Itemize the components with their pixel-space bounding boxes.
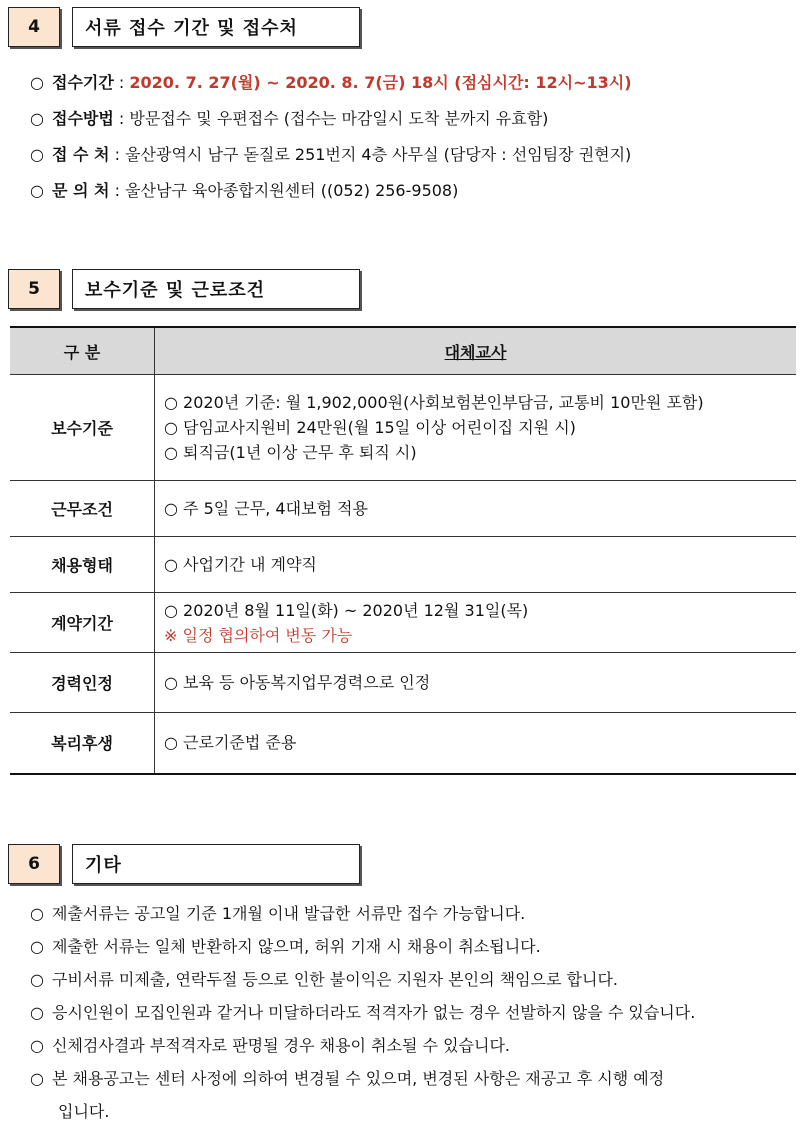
list-item	[30, 996, 695, 1029]
row-line: ○ 2020년 8월 11일(화) ~ 2020년 12월 31일(목)	[164, 600, 529, 620]
list-item	[30, 1062, 695, 1095]
row-line: ○ 2020년 기준: 월 1,902,000원(사회보험본인부담금, 교통비 10만원 포함)	[164, 393, 704, 412]
row-content	[155, 713, 797, 774]
bullet-circle-icon: ○	[30, 109, 44, 128]
table-row	[10, 713, 796, 774]
bullet-circle-icon: ○	[30, 937, 44, 956]
row-content	[155, 537, 797, 593]
info-value: 2020. 7. 27(월) ~ 2020. 8. 7(금) 18시 (점심시간: 12시~13시)	[129, 73, 632, 92]
section-number: 5	[8, 269, 60, 309]
row-line: ○ 퇴직금(1년 이상 근무 후 퇴직 시)	[164, 443, 417, 462]
list-item	[30, 1029, 695, 1062]
table-row	[10, 481, 796, 537]
table-row	[10, 593, 796, 653]
table-header-position	[155, 327, 797, 375]
info-label: 접 수 처	[52, 145, 110, 164]
list-item	[30, 930, 695, 963]
bullet-circle-icon: ○	[30, 1036, 44, 1055]
row-line: ○ 담임교사지원비 24만원(월 15일 이상 어린이집 지원 시)	[164, 418, 576, 437]
row-line: ○ 주 5일 근무, 4대보험 적용	[164, 499, 368, 518]
info-value: 방문접수 및 우편접수 (접수는 마감일시 도착 분까지 유효함)	[129, 109, 549, 128]
row-note: ※ 일정 협의하여 변동 가능	[164, 625, 353, 645]
row-label: 근무조건	[10, 481, 155, 537]
bullet-circle-icon: ○	[30, 970, 44, 989]
note-text: 제출한 서류는 일체 반환하지 않으며, 허위 기재 시 채용이 취소됩니다.	[52, 937, 541, 956]
section-number: 4	[8, 7, 60, 47]
info-line-contact	[30, 178, 458, 201]
section-title: 기타	[72, 844, 360, 884]
note-text: 구비서류 미제출, 연락두절 등으로 인한 불이익은 지원자 본인의 책임으로 합니다.	[52, 970, 618, 989]
row-line: ○ 보육 등 아동복지업무경력으로 인정	[164, 673, 431, 692]
other-notes-list	[30, 897, 695, 1128]
row-line: ○ 근로기준법 준용	[164, 733, 297, 753]
table-header-position-label: 대체교사	[444, 342, 507, 362]
info-sep: :	[109, 145, 126, 164]
row-line: ○ 사업기간 내 계약직	[164, 555, 317, 574]
row-label: 경력인정	[10, 653, 155, 713]
table-header-category: 구 분	[10, 327, 155, 375]
info-sep: :	[109, 181, 126, 200]
info-sep: :	[113, 73, 130, 92]
note-text: 응시인원이 모집인원과 같거나 미달하더라도 적격자가 없는 경우 선발하지 않을 수 있습니다.	[52, 1003, 696, 1022]
row-label: 계약기간	[10, 593, 155, 653]
list-item-continuation: 입니다.	[58, 1102, 110, 1121]
row-label: 보수기준	[10, 375, 155, 481]
info-value: 울산광역시 남구 돋질로 251번지 4층 사무실 (담당자 : 선임팀장 권현지)	[125, 145, 632, 164]
row-label: 복리후생	[10, 713, 155, 774]
note-text: 제출서류는 공고일 기준 1개월 이내 발급한 서류만 접수 가능합니다.	[52, 904, 526, 923]
bullet-circle-icon: ○	[30, 904, 44, 923]
bullet-circle-icon: ○	[30, 73, 44, 92]
info-label: 문 의 처	[52, 181, 110, 200]
info-line-place	[30, 142, 631, 165]
row-content	[155, 375, 797, 481]
table-row	[10, 653, 796, 713]
conditions-table	[10, 326, 796, 775]
table-header-row	[10, 327, 796, 375]
section-title: 서류 접수 기간 및 접수처	[72, 7, 360, 47]
row-label: 채용형태	[10, 537, 155, 593]
bullet-circle-icon: ○	[30, 145, 44, 164]
info-label: 접수방법	[52, 109, 114, 128]
table-row	[10, 537, 796, 593]
bullet-circle-icon: ○	[30, 1069, 44, 1088]
section-title: 보수기준 및 근로조건	[72, 269, 360, 309]
note-text: 본 채용공고는 센터 사정에 의하여 변경될 수 있으며, 변경된 사항은 재공고 후 시행 예정	[52, 1069, 665, 1088]
info-label: 접수기간	[52, 73, 114, 92]
bullet-circle-icon: ○	[30, 1003, 44, 1022]
info-line-method	[30, 106, 548, 129]
row-content	[155, 481, 797, 537]
row-content	[155, 653, 797, 713]
section-number: 6	[8, 844, 60, 884]
info-sep: :	[113, 109, 130, 128]
table-row	[10, 375, 796, 481]
list-item	[30, 963, 695, 996]
bullet-circle-icon: ○	[30, 181, 44, 200]
note-text: 신체검사결과 부적격자로 판명될 경우 채용이 취소될 수 있습니다.	[52, 1036, 511, 1055]
row-content	[155, 593, 797, 653]
info-line-period	[30, 70, 632, 93]
info-value: 울산남구 육아종합지원센터 ((052) 256-9508)	[125, 181, 459, 200]
list-item	[30, 897, 695, 930]
